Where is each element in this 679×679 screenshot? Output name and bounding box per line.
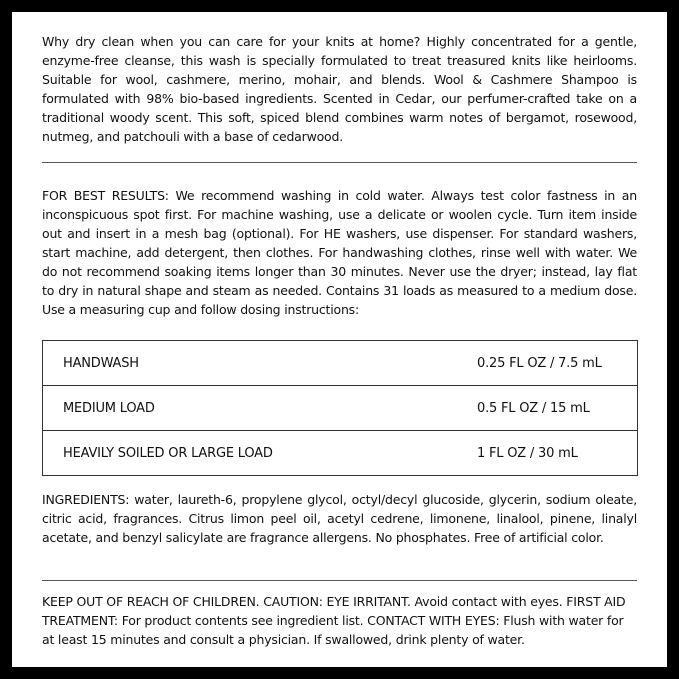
- dosing-amount: 1 FL OZ / 30 mL: [477, 445, 578, 461]
- intro-section: [42, 32, 637, 146]
- dosing-table: [42, 340, 638, 476]
- ingredients-text: INGREDIENTS: water, laureth-6, propylene glycol, octyl/decyl glucoside, glycerin, sodium oleate, citric acid, fragrances. Citrus limon peel oil, acetyl cedrene, limonene, linalool, pinene, linalyl acetate, and benzyl salicylate are fragrance allergens. No phosphates. Free of artificial color.: [42, 492, 637, 545]
- dosing-label: MEDIUM LOAD: [63, 400, 155, 416]
- intro-text: Why dry clean when you can care for your knits at home? Highly concentrated for a gentle, enzyme-free cleanse, this wash is specially formulated to treat treasured knits like heirlooms. Suitable for wool, cashmere, merino, mohair, and blends. Wool & Cashmere Shampoo is formulated with 98% bio-based ingredients. Scented in Cedar, our perfumer-crafted take on a traditional woody scent. This soft, spiced blend combines warm notes of bergamot, rosewood, nutmeg, and patchouli with a base of cedarwood.: [42, 34, 637, 144]
- dosing-row: [43, 341, 637, 385]
- caution-text: KEEP OUT OF REACH OF CHILDREN. CAUTION: EYE IRRITANT. Avoid contact with eyes. FIRST AID TREATMENT: For product contents see ingredient list. CONTACT WITH EYES: Flush with water for at least 15 minutes and consult a physician. If swallowed, drink plenty of water.: [42, 594, 626, 647]
- dosing-amount: 0.5 FL OZ / 15 mL: [477, 400, 590, 416]
- best-results-section: [42, 186, 637, 319]
- dosing-label: HEAVILY SOILED OR LARGE LOAD: [63, 445, 273, 461]
- divider: [42, 162, 637, 163]
- divider: [42, 580, 637, 581]
- label-panel: [12, 12, 667, 667]
- ingredients-section: [42, 490, 637, 547]
- best-results-text: FOR BEST RESULTS: We recommend washing in cold water. Always test color fastness in an inconspicuous spot first. For machine washing, use a delicate or woolen cycle. Turn item inside out and insert in a mesh bag (optional). For HE washers, use dispenser. For standard washers, start machine, add detergent, then clothes. For handwashing clothes, rinse well with water. We do not recommend soaking items longer than 30 minutes. Never use the dryer; instead, lay flat to dry in natural shape and steam as needed. Contains 31 loads as measured to a medium dose. Use a measuring cup and follow dosing instructions:: [42, 188, 637, 317]
- dosing-row: [43, 430, 637, 475]
- dosing-label: HANDWASH: [63, 355, 139, 371]
- dosing-amount: 0.25 FL OZ / 7.5 mL: [477, 355, 602, 371]
- caution-section: [42, 592, 637, 649]
- dosing-row: [43, 385, 637, 430]
